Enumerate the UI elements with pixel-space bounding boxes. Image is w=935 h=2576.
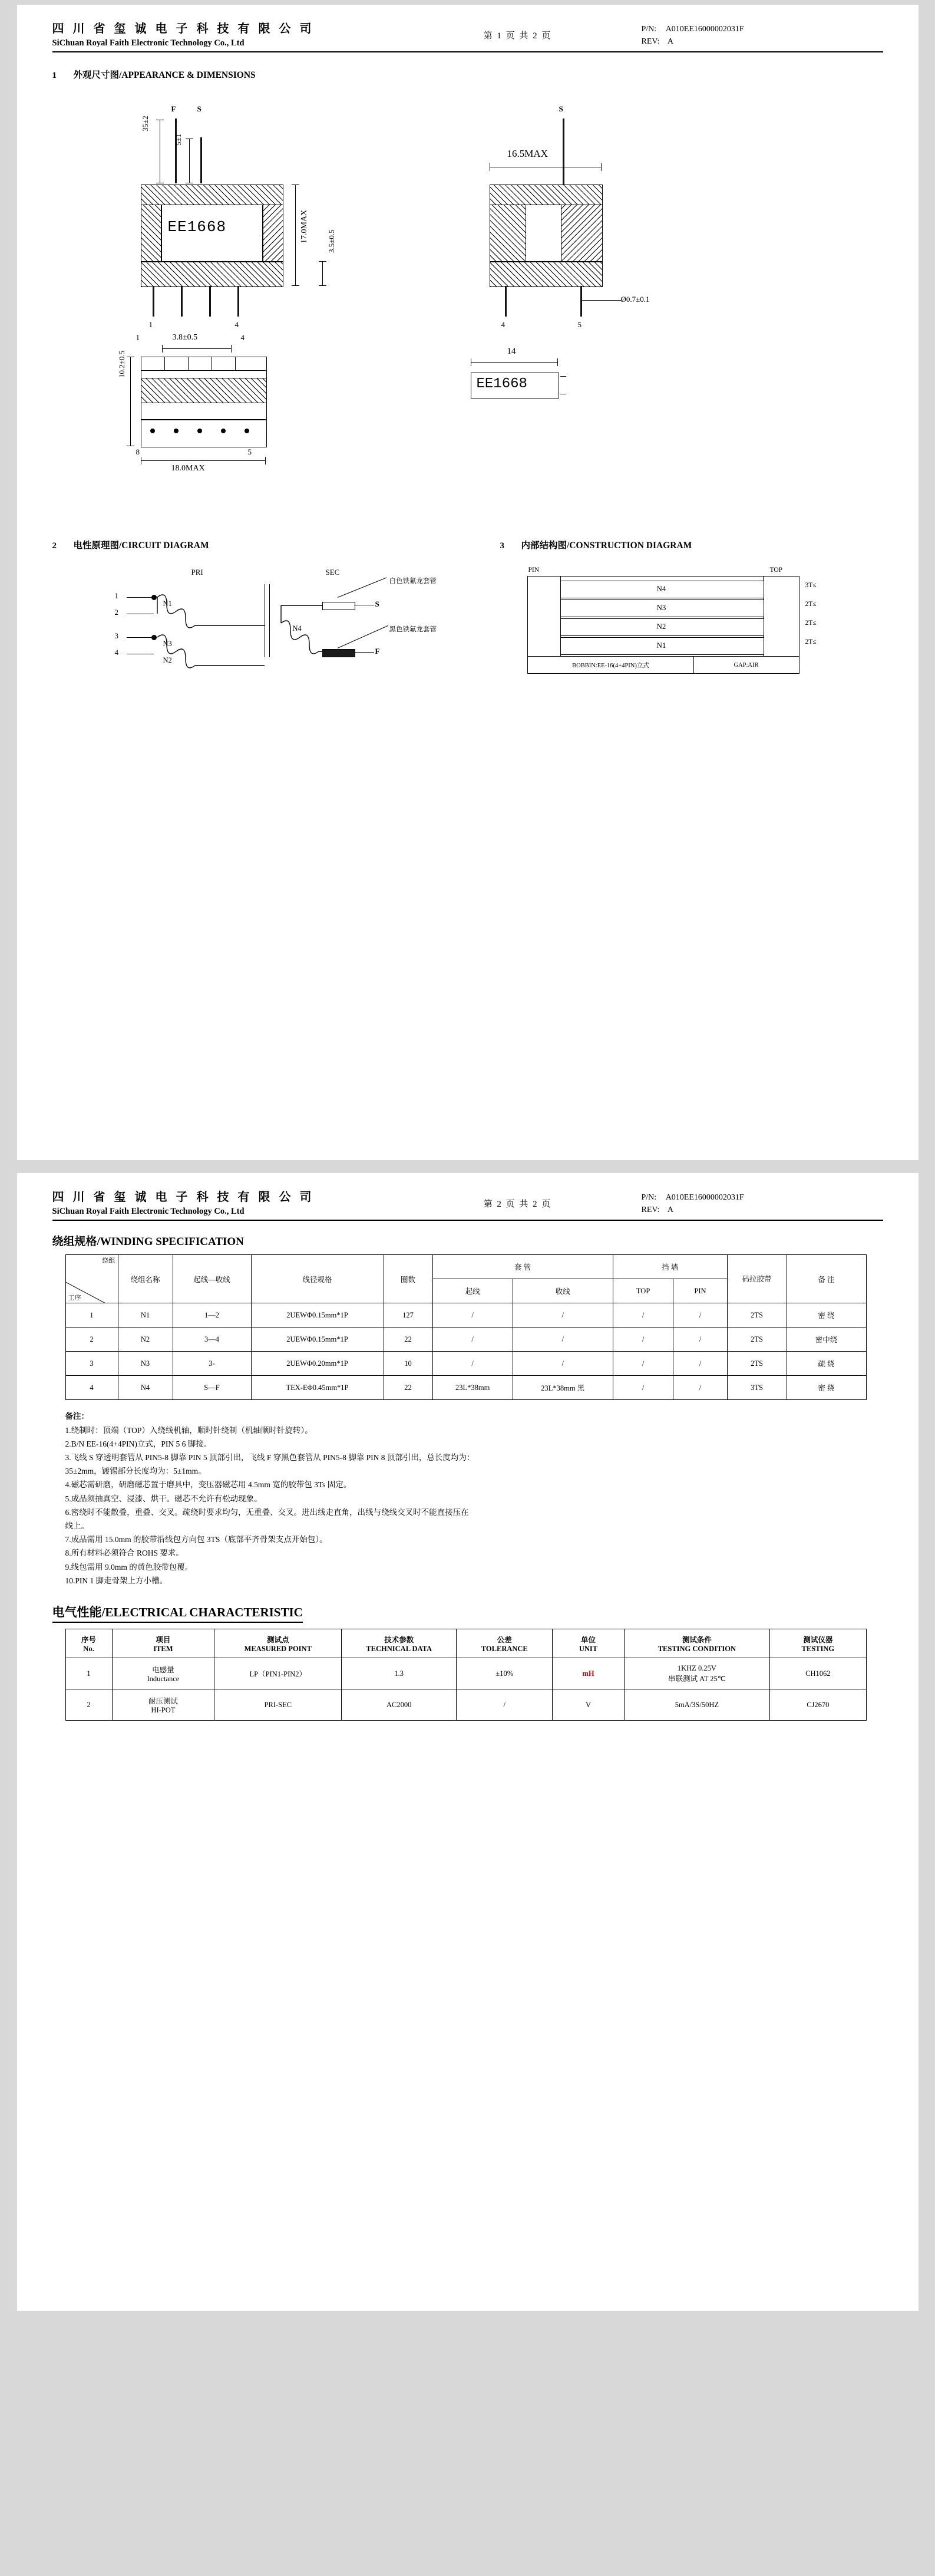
dim-base-tick-bot: [319, 285, 326, 286]
page-2: [17, 1173, 919, 2311]
note-line: 3.飞线 S 穿透明套管从 PIN5-8 脚靠 PIN 5 顶部引出，飞线 F 穿黑色套管从 PIN5-8 脚靠 PIN 8 顶部引出，总长度均为：: [65, 1452, 475, 1462]
side-bottom-band: [490, 261, 603, 287]
row3-wall-top: /: [613, 1352, 673, 1376]
row2-turns: 22: [384, 1327, 432, 1352]
dim-base-line: [322, 261, 323, 286]
row3-name: N3: [118, 1352, 173, 1376]
construction-gap: GAP:AIR: [693, 656, 799, 674]
row3-wall-pin: /: [673, 1352, 727, 1376]
dim-height-line: [295, 185, 296, 286]
row2-wire: 2UEWΦ0.15mm*1P: [251, 1327, 384, 1352]
row3-remark: 疏 绕: [787, 1352, 866, 1376]
elec-row1-point: LP（PIN1-PIN2）: [214, 1658, 342, 1689]
bottom-pin-dot-3: [197, 429, 202, 433]
winding-header-row-1: [65, 1255, 866, 1279]
company-block: [52, 21, 429, 49]
winding-col-tape-l1: 码拉胶带: [742, 1274, 772, 1283]
winding-col-sleeve-start: 起线: [432, 1279, 513, 1303]
circuit-pin-2: 2: [114, 608, 118, 617]
sleeve-white: [322, 602, 355, 610]
section-3-title: [500, 538, 865, 551]
winding-col-sleeve: 套 管: [432, 1255, 613, 1279]
circuit-pri-label: PRI: [191, 568, 203, 577]
company-name-en-2: SiChuan Royal Faith Electronic Technology Co., Ltd: [52, 1207, 245, 1216]
rev-label-2: REV:: [641, 1205, 660, 1214]
elec-col-data-cn: 技术参数: [384, 1635, 414, 1644]
elec-row2-item-cn: 耐压测试: [148, 1697, 178, 1705]
elec-col-item: [112, 1629, 214, 1658]
dim-bwidth-line: [141, 460, 266, 461]
elec-row1-inst: CH1062: [770, 1658, 866, 1689]
notch-div-1: [164, 357, 165, 371]
construction-top-label: TOP: [769, 566, 783, 574]
core-right-hatch: [263, 205, 283, 262]
section-3-text: 内部结构图/CONSTRUCTION DIAGRAM: [521, 541, 692, 551]
note-white-sleeve: 白色铁氟龙套管: [389, 578, 437, 585]
row1-sleeve-start: /: [432, 1303, 513, 1327]
elec-col-cond-en: TESTING CONDITION: [658, 1644, 736, 1653]
row3-wire: 2UEWΦ0.20mm*1P: [251, 1352, 384, 1376]
note-line: 35±2mm，镀锡部分长度均为：5±1mm。: [65, 1467, 206, 1476]
winding-order-top: 绕组: [102, 1257, 115, 1265]
circuit-pin-1: 1: [114, 591, 118, 601]
winding-col-name: 绕组名称: [118, 1255, 173, 1303]
dim-body-height: 17.0MAX: [299, 210, 309, 244]
row1-no: 1: [65, 1303, 118, 1327]
elec-col-unit: [553, 1629, 624, 1658]
row1-remark: 密 绕: [787, 1303, 866, 1327]
elec-row2-cond: 5mA/3S/50HZ: [624, 1689, 770, 1721]
winding-col-tape: [727, 1255, 787, 1303]
row1-sleeve-end: /: [513, 1303, 613, 1327]
elec-row1-item-en: Inductance: [147, 1674, 180, 1683]
elec-row2-item: [112, 1689, 214, 1721]
winding-order-cell: [65, 1255, 118, 1303]
notes-block: [65, 1409, 883, 1587]
construction-bobbin: BOBBIN:EE-16(4+4PIN)立式: [527, 656, 695, 674]
construction-pin-label: PIN: [528, 566, 540, 574]
bottom-pin-dot-5: [245, 429, 249, 433]
electrical-title: 电气性能/ELECTRICAL CHARACTERISTIC: [52, 1603, 303, 1623]
elec-row1-tol: ±10%: [457, 1658, 553, 1689]
label-tick-a: [560, 376, 566, 377]
row2-tape: 2TS: [727, 1327, 787, 1352]
elec-col-tol-en: TOLERANCE: [481, 1644, 528, 1653]
row2-no: 2: [65, 1327, 118, 1352]
bottom-hatch-band: [141, 378, 267, 404]
section-2-block: [52, 538, 465, 555]
winding-col-wire: 线径规格: [251, 1255, 384, 1303]
row3-sleeve-start: /: [432, 1352, 513, 1376]
winding-col-wall-top: TOP: [613, 1279, 673, 1303]
row2-sleeve-start: /: [432, 1327, 513, 1352]
elec-col-unit-cn: 单位: [581, 1635, 596, 1644]
bottom-pin-label-5: 5: [247, 447, 252, 457]
bottom-gap-band: [141, 403, 267, 420]
construction-tape-1: 3T≤: [805, 582, 817, 589]
side-pin-4: [505, 286, 507, 317]
section-2-text: 电性原理图/CIRCUIT DIAGRAM: [73, 541, 209, 551]
company-block-2: [52, 1190, 429, 1217]
row4-tape: 3TS: [727, 1376, 787, 1400]
row4-sleeve-end: 23L*38mm 黑: [513, 1376, 613, 1400]
elec-row2-item-en: HI-POT: [151, 1705, 176, 1714]
dim-lead-f: 35±2: [140, 116, 150, 132]
pn-line-2: [642, 1191, 883, 1204]
notes-heading: 备注：: [65, 1412, 89, 1421]
section-1-number: 1: [52, 71, 57, 81]
elec-col-point: [214, 1629, 342, 1658]
elec-row1-no: 1: [65, 1658, 112, 1689]
elec-col-inst: [770, 1629, 866, 1658]
row3-tape: 2TS: [727, 1352, 787, 1376]
side-pin-5: [580, 286, 582, 317]
elec-row2-inst: CJ2670: [770, 1689, 866, 1721]
elec-row2-tol: /: [457, 1689, 553, 1721]
page-number-1: 第 1 页 共 2 页: [483, 31, 552, 41]
dim-label-width: 14: [507, 347, 516, 357]
construction-layer-n1-label: N1: [656, 641, 666, 650]
note-line: 10.PIN 1 脚走骨架上方小槽。: [65, 1576, 168, 1585]
row3-turns: 10: [384, 1352, 432, 1376]
electrical-table: [65, 1629, 867, 1721]
elec-row1-data: 1.3: [342, 1658, 457, 1689]
section-1-text: 外观尺寸图/APPEARANCE & DIMENSIONS: [73, 70, 256, 81]
winding-col-startend: 起线—收线: [173, 1255, 251, 1303]
elec-row2-unit: V: [553, 1689, 624, 1721]
row4-remark: 密 绕: [787, 1376, 866, 1400]
elec-col-tol: [457, 1629, 553, 1658]
dim-label-tick-r: [557, 358, 558, 366]
sleeve-black: [322, 649, 355, 657]
elec-col-tol-cn: 公差: [497, 1635, 512, 1644]
row2-sleeve-end: /: [513, 1327, 613, 1352]
table-row: [65, 1327, 866, 1352]
elec-col-cond: [624, 1629, 770, 1658]
bottom-notch-row: [141, 357, 266, 371]
note-white-leader: [337, 578, 386, 598]
front-label-s: S: [197, 104, 201, 114]
row2-wall-top: /: [613, 1327, 673, 1352]
winding-col-remark: 备 注: [787, 1255, 866, 1303]
dim-width-tick-r: [601, 163, 602, 171]
company-name-cn: 四 川 省 玺 诚 电 子 科 技 有 限 公 司: [52, 22, 315, 35]
bottom-pin-dot-1: [150, 429, 155, 433]
part-info-1: [606, 21, 883, 49]
winding-col-wall: 挡 墙: [613, 1255, 727, 1279]
body-top-band: [141, 185, 283, 206]
dim-pin-dia: Ø0.7±0.1: [620, 295, 650, 304]
side-top-band: [490, 185, 603, 206]
row1-tape: 2TS: [727, 1303, 787, 1327]
section-2-title: [52, 538, 465, 551]
construction-tape-3: 2T≤: [805, 620, 817, 627]
elec-col-point-en: MEASURED POINT: [244, 1644, 312, 1653]
winding-col-wall-pin: PIN: [673, 1279, 727, 1303]
company-name-cn-2: 四 川 省 玺 诚 电 子 科 技 有 限 公 司: [52, 1191, 315, 1204]
dim-base-height: 3.5±0.5: [326, 229, 336, 253]
side-label-s: S: [559, 104, 563, 114]
dim-pitch-tick-l: [162, 345, 163, 353]
row2-remark: 密中绕: [787, 1327, 866, 1352]
label-part-name: EE1668: [476, 376, 527, 393]
circuit-term-f: F: [375, 647, 380, 656]
table-row: [65, 1303, 866, 1327]
note-line: 线上。: [65, 1521, 89, 1531]
elec-col-item-en: ITEM: [153, 1644, 173, 1653]
elec-col-item-cn: 项目: [156, 1635, 171, 1644]
winding-col-turns: 圈数: [384, 1255, 432, 1303]
front-label-f: F: [171, 104, 176, 114]
circuit-pin-3: 3: [114, 631, 118, 641]
circuit-wire-1: [127, 597, 154, 598]
row4-se: S—F: [173, 1376, 251, 1400]
elec-col-no-cn: 序号: [81, 1635, 96, 1644]
winding-spec-title: 绕组规格/WINDING SPECIFICATION: [52, 1236, 244, 1249]
page-1-header: [52, 21, 883, 52]
side-lead-s: [563, 118, 564, 185]
note-line: 9.线包需用 9.0mm 的黄色胶带包覆。: [65, 1562, 193, 1572]
table-row: [65, 1376, 866, 1400]
circuit-term-s: S: [375, 599, 379, 609]
note-line: 2.B/N EE-16(4+4PIN)立式，PIN 5 6 脚接。: [65, 1439, 212, 1448]
rev-label-1: REV:: [641, 37, 660, 46]
dim-pitch-line: [162, 348, 232, 349]
lead-s: [200, 137, 202, 183]
dim-height-tick-bot: [292, 285, 299, 286]
construction-tape-2: 2T≤: [805, 601, 817, 608]
note-line: 1.绕制时：顶端（TOP）入绕线机轴，顺时针绕制（机轴顺时针旋转）。: [65, 1425, 313, 1435]
row2-se: 3—4: [173, 1327, 251, 1352]
dim-bottom-depth: 10.2±0.5: [117, 351, 126, 378]
row1-wall-pin: /: [673, 1303, 727, 1327]
circuit-winding-n4: N4: [292, 624, 302, 633]
notch-div-2: [188, 357, 189, 371]
elec-row1-item: [112, 1658, 214, 1689]
construction-diagram: [524, 566, 854, 684]
page-1: [17, 5, 919, 1160]
bottom-view: [117, 332, 400, 526]
rev-line-2: [642, 1204, 883, 1216]
row1-se: 1—2: [173, 1303, 251, 1327]
elec-col-data-en: TECHNICAL DATA: [366, 1644, 432, 1653]
dim-label-line: [471, 362, 558, 363]
note-line: 4.磁芯需研磨，研磨磁芯置于磨具中，变压器磁芯用 4.5mm 宽的胶带包 3Ts 固定。: [65, 1480, 352, 1490]
note-black-sleeve: 黑色铁氟龙套管: [389, 626, 437, 634]
front-pin-3: [209, 286, 211, 317]
section-3-block: [500, 538, 865, 555]
elec-row2-data: AC2000: [342, 1689, 457, 1721]
bottom-pin-label-4: 4: [240, 333, 245, 342]
row4-no: 4: [65, 1376, 118, 1400]
elec-col-data: [342, 1629, 457, 1658]
row2-name: N2: [118, 1327, 173, 1352]
electrical-header-row: [65, 1629, 866, 1658]
elec-row1-item-cn: 电感量: [152, 1665, 174, 1674]
construction-layer-n3-label: N3: [656, 603, 666, 612]
front-pin-2: [181, 286, 183, 317]
row3-no: 3: [65, 1352, 118, 1376]
dim-bottom-width: 18.0MAX: [171, 464, 205, 473]
dim-bwidth-tick-r: [265, 457, 266, 465]
bottom-pin-label-1: 1: [136, 333, 140, 342]
core-left-hatch: [141, 205, 162, 262]
construction-layer-n2-label: N2: [656, 622, 666, 631]
circuit-sec-label: SEC: [325, 568, 340, 577]
row3-se: 3-: [173, 1352, 251, 1376]
winding-table: [65, 1254, 867, 1400]
lead-f: [175, 118, 177, 183]
winding-col-sleeve-end: 收线: [513, 1279, 613, 1303]
rev-line-1: [642, 35, 883, 48]
dim-depth-line: [130, 357, 131, 446]
label-view: [459, 347, 636, 447]
front-pin-label-1: 1: [148, 320, 153, 330]
dim-base-tick-top: [319, 261, 326, 262]
pn-label-1: P/N:: [641, 24, 657, 34]
elec-col-inst-en: TESTING: [801, 1644, 835, 1653]
circuit-winding-n2: N2: [163, 656, 172, 665]
table-row: [65, 1689, 866, 1721]
elec-row1-cond: [624, 1658, 770, 1689]
row1-turns: 127: [384, 1303, 432, 1327]
pn-value-1: A010EE16000002031F: [665, 24, 744, 34]
side-pin-label-4: 4: [501, 320, 505, 330]
elec-col-inst-cn: 测试仪器: [803, 1635, 833, 1644]
circuit-winding-n3: N3: [163, 640, 172, 648]
note-line: 8.所有材料必须符合 ROHS 要求。: [65, 1549, 184, 1558]
rev-value-1: A: [667, 37, 673, 46]
note-line: 5.成品须抽真空、浸漆、烘干。磁芯不允许有松动现象。: [65, 1494, 262, 1503]
elec-col-unit-en: UNIT: [579, 1644, 598, 1653]
elec-row1-unit: mH: [553, 1658, 624, 1689]
pn-line-1: [642, 23, 883, 35]
row4-name: N4: [118, 1376, 173, 1400]
section-3-number: 3: [500, 541, 504, 551]
front-pin-1: [153, 286, 154, 317]
row4-sleeve-start: 23L*38mm: [432, 1376, 513, 1400]
pn-label-2: P/N:: [641, 1193, 657, 1202]
front-part-name: EE1668: [167, 218, 227, 236]
table-row: [65, 1352, 866, 1376]
row2-wall-pin: /: [673, 1327, 727, 1352]
company-name-en: SiChuan Royal Faith Electronic Technology Co., Ltd: [52, 38, 245, 48]
section-2-number: 2: [52, 541, 57, 551]
elec-row2-point: PRI-SEC: [214, 1689, 342, 1721]
rev-value-2: A: [667, 1205, 673, 1214]
winding-order-bottom: 工序: [68, 1294, 81, 1302]
elec-col-no: [65, 1629, 112, 1658]
elec-row1-cond-l2: 串联测试 AT 25℃: [668, 1674, 726, 1683]
elec-col-point-cn: 测试点: [267, 1635, 289, 1644]
row4-wire: TEX-EΦ0.45mm*1P: [251, 1376, 384, 1400]
table-row: [65, 1658, 866, 1689]
sleeve-black-lead: [354, 652, 374, 653]
circuit-wire-3: [127, 637, 154, 638]
side-pin-label-5: 5: [577, 320, 582, 330]
elec-col-cond-cn: 测试条件: [682, 1635, 712, 1644]
circuit-winding-n1: N1: [163, 599, 172, 608]
row4-wall-pin: /: [673, 1376, 727, 1400]
drawing-area: [52, 84, 883, 686]
bottom-pin-dot-2: [174, 429, 179, 433]
side-core-left: [490, 205, 526, 262]
page-number-2: 第 2 页 共 2 页: [483, 1200, 552, 1210]
side-core-right: [561, 205, 603, 262]
bottom-pin-dot-4: [221, 429, 226, 433]
elec-row1-cond-l1: 1KHZ 0.25V: [677, 1663, 716, 1672]
row1-wall-top: /: [613, 1303, 673, 1327]
dim-pin-pitch: 3.8±0.5: [172, 333, 198, 342]
row4-wall-top: /: [613, 1376, 673, 1400]
row1-name: N1: [118, 1303, 173, 1327]
circuit-diagram: [88, 568, 500, 686]
section-1-title: [52, 68, 883, 81]
row1-wire: 2UEWΦ0.15mm*1P: [251, 1303, 384, 1327]
part-info-2: [606, 1190, 883, 1217]
dim-s-line: [189, 139, 190, 183]
elec-row2-no: 2: [65, 1689, 112, 1721]
note-line: 7.成品需用 15.0mm 的胶带沿线包方向包 3TS（底部平齐骨架支点开始包）。: [65, 1535, 328, 1544]
row4-turns: 22: [384, 1376, 432, 1400]
elec-col-no-en: No.: [83, 1644, 94, 1653]
front-pin-4: [237, 286, 239, 317]
body-bottom-band: [141, 261, 283, 287]
row3-sleeve-end: /: [513, 1352, 613, 1376]
construction-layer-n4-label: N4: [656, 584, 666, 594]
bottom-pin-label-8: 8: [136, 447, 140, 457]
construction-tape-4: 2T≤: [805, 638, 817, 646]
dim-pin-leader: [582, 300, 621, 301]
pn-value-2: A010EE16000002031F: [665, 1193, 744, 1202]
note-line: 6.密绕时不能散叠，重叠、交叉。疏绕时要求均匀，无重叠、交叉。进出线走直角，出线与绕线交叉时不能直接压在: [65, 1507, 469, 1517]
page-2-header: [52, 1190, 883, 1221]
circuit-pin-4: 4: [114, 648, 118, 657]
dim-side-width: 16.5MAX: [507, 148, 548, 160]
notch-div-4: [235, 357, 236, 371]
dim-pitch-tick-r: [231, 345, 232, 353]
front-pin-label-4: 4: [234, 320, 239, 330]
dim-lead-s: 5±1: [173, 134, 183, 146]
